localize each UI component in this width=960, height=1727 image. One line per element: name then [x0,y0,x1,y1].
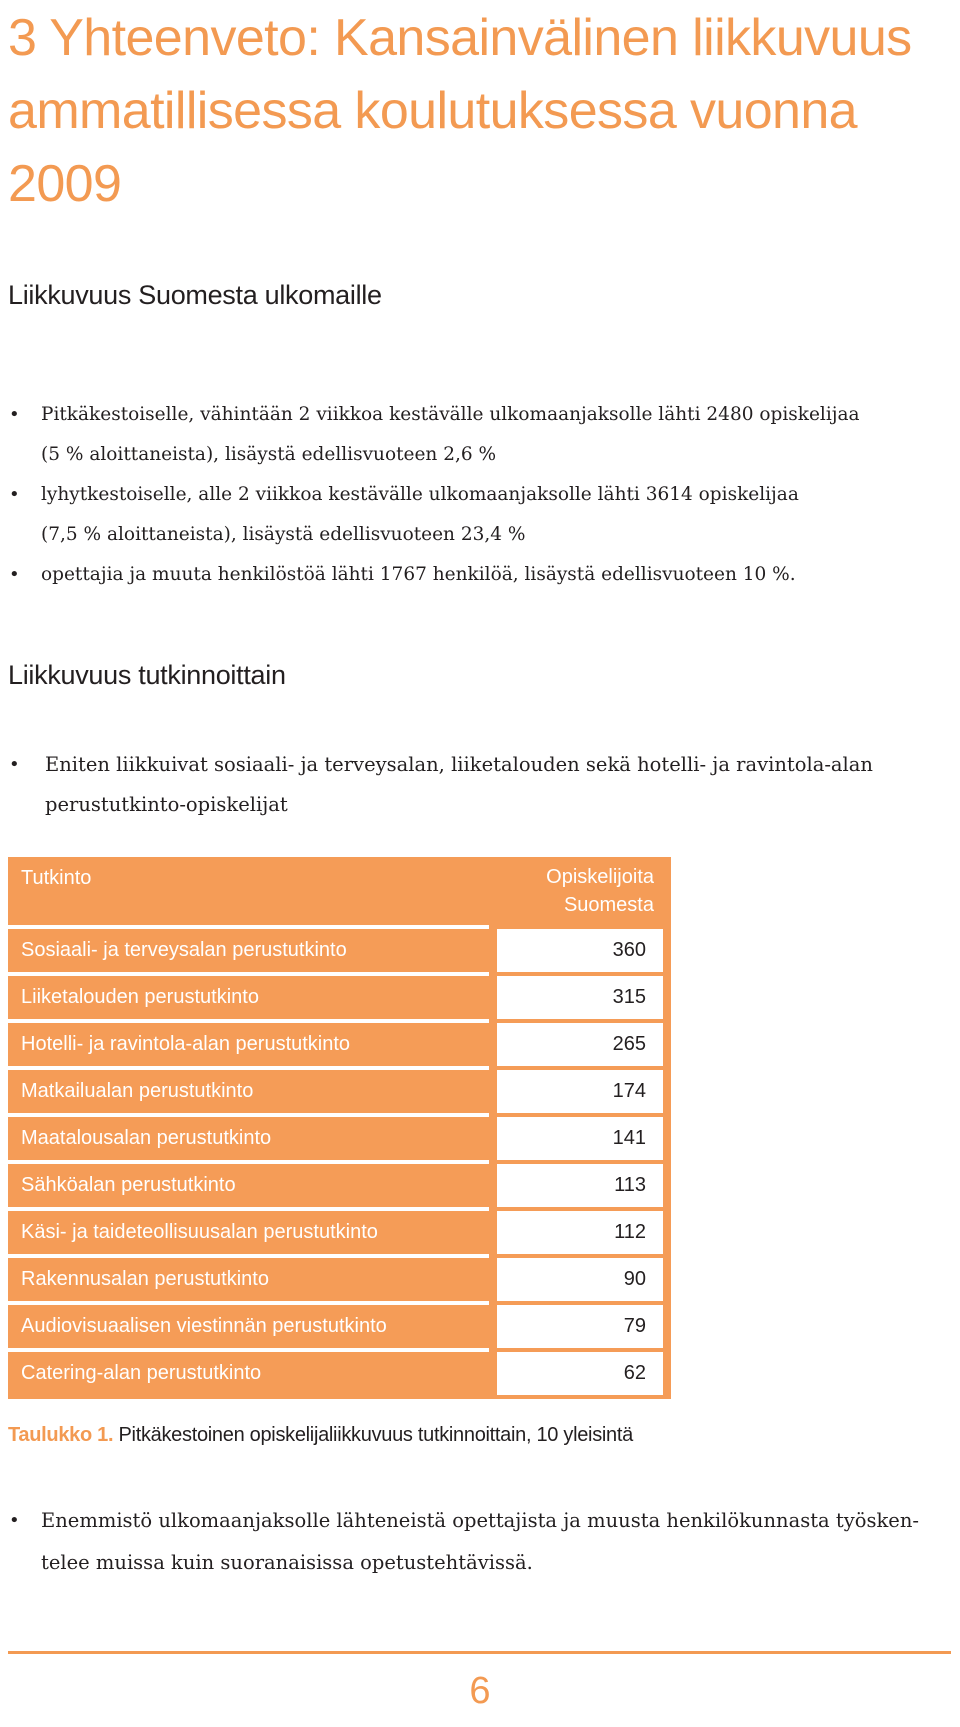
student-count-cell: 112 [489,1211,671,1258]
bullet-icon: • [9,1510,20,1531]
list-item [7,1500,919,1584]
degree-name-cell: Catering-alan perustutkinto [8,1352,489,1399]
bullet-icon: • [9,564,20,585]
table-row [8,1258,671,1305]
footer-divider [8,1651,951,1654]
section-heading-mobility-abroad: Liikkuvuus Suomesta ulkomaille [8,280,382,310]
student-count-cell: 90 [489,1258,671,1305]
caption-label: Taulukko 1. [8,1424,114,1446]
column-header-line: Opiskelijoita [546,866,654,888]
degree-name-cell: Maatalousalan perustutkinto [8,1117,489,1164]
student-count-cell: 174 [489,1070,671,1117]
mobility-abroad-list [7,395,860,595]
list-item [7,745,873,825]
list-item-text-line: (5 % aloittaneista), lisäystä edellisvuoteen 2,6 % [41,444,497,465]
degree-name-cell: Matkailualan perustutkinto [8,1070,489,1117]
bullet-icon: • [9,484,20,505]
table-caption [8,1424,633,1447]
table-row [8,1023,671,1070]
degree-name-cell: Sähköalan perustutkinto [8,1164,489,1211]
bullet-icon: • [9,404,20,425]
degree-name-cell: Rakennusalan perustutkinto [8,1258,489,1305]
bullet-icon: • [9,754,20,775]
list-item-text-line: Eniten liikkuivat sosiaali- ja terveysalan, liiketalouden sekä hotelli- ja ravintola-alan [45,753,873,776]
staff-list [7,1500,919,1584]
student-count-cell: 113 [489,1164,671,1211]
table-row [8,1211,671,1258]
table-row [8,1070,671,1117]
list-item-text-line: Enemmistö ulkomaanjaksolle lähteneistä opettajista ja muusta henkilökunnasta työsken- [41,1509,919,1532]
list-item-text-line: lyhytkestoiselle, alle 2 viikkoa kestävälle ulkomaanjaksolle lähti 3614 opiskelijaa [41,484,799,505]
student-count-cell: 315 [489,976,671,1023]
table-row [8,976,671,1023]
column-header-degree: Tutkinto [8,857,489,929]
student-count-cell: 265 [489,1023,671,1070]
list-item [7,395,860,475]
list-item [7,555,860,595]
student-count-cell: 141 [489,1117,671,1164]
list-item [7,475,860,555]
student-count-cell: 62 [489,1352,671,1399]
table-row [8,1117,671,1164]
degree-name-cell: Sosiaali- ja terveysalan perustutkinto [8,929,489,976]
table-row [8,1164,671,1211]
column-header-line: Suomesta [563,894,654,916]
degree-name-cell: Audiovisuaalisen viestinnän perustutkinto [8,1305,489,1352]
list-item-text-line: (7,5 % aloittaneista), lisäystä edellisvuoteen 23,4 % [41,524,526,545]
column-header-students [489,857,671,929]
mobility-by-degree-list [7,745,873,825]
degree-name-cell: Liiketalouden perustutkinto [8,976,489,1023]
table-row [8,1352,671,1399]
degree-name-cell: Hotelli- ja ravintola-alan perustutkinto [8,1023,489,1070]
table-header-row [8,857,671,929]
student-count-cell: 79 [489,1305,671,1352]
table-row [8,1305,671,1352]
table-row [8,929,671,976]
list-item-text-line: Pitkäkestoiselle, vähintään 2 viikkoa kestävälle ulkomaanjaksolle lähti 2480 opiskelijaa [41,404,860,425]
degree-mobility-table [8,857,671,1399]
caption-text: Pitkäkestoinen opiskelijaliikkuvuus tutkinnoittain, 10 yleisintä [118,1424,633,1446]
section-heading-mobility-by-degree: Liikkuvuus tutkinnoittain [8,660,286,690]
degree-name-cell: Käsi- ja taideteollisuusalan perustutkinto [8,1211,489,1258]
list-item-text-line: telee muissa kuin suoranaisissa opetustehtävissä. [41,1551,533,1574]
list-item-text-line: perustutkinto-opiskelijat [45,793,288,816]
page-number: 6 [469,1670,491,1712]
list-item-text-line: opettajia ja muuta henkilöstöä lähti 1767 henkilöä, lisäystä edellisvuoteen 10 %. [41,564,796,585]
student-count-cell: 360 [489,929,671,976]
page-title: 3 Yhteenveto: Kansainvälinen liikkuvuus ammatillisessa koulutuksessa vuonna 2009 [8,9,912,213]
